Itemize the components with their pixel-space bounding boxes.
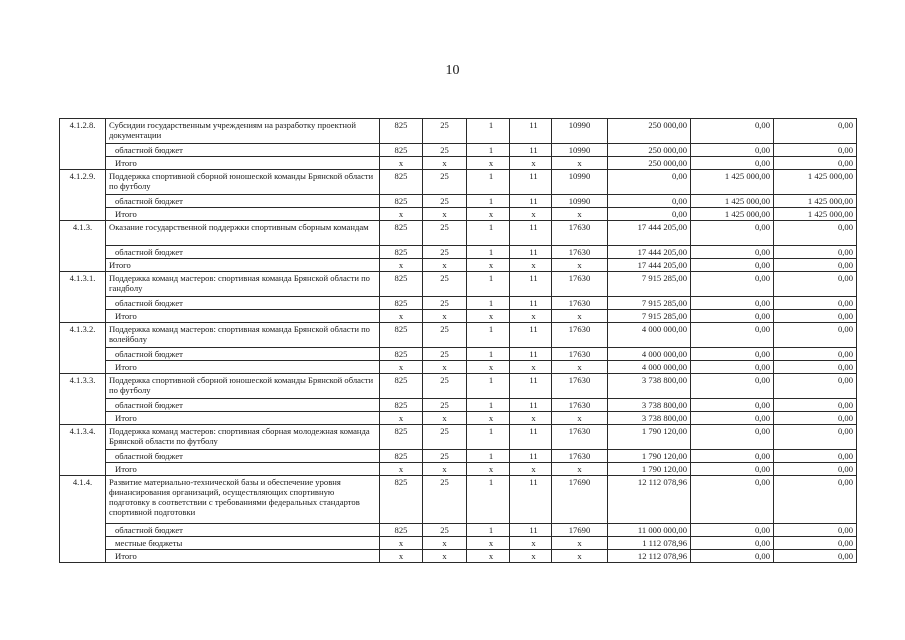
row-target-code: 17630 (552, 374, 608, 399)
row-subsection-code: х (467, 537, 510, 550)
row-section-code: 25 (423, 170, 467, 195)
row-name: Развитие материально-технической базы и обеспечение уровня финансирования организаций, осуществляющих спортивную подготовку в соответствии с требованиями федеральных стандартов спортивной подготовки (106, 476, 380, 524)
row-value-year3: 1 425 000,00 (774, 170, 857, 195)
row-value-year3: 0,00 (774, 221, 857, 246)
row-code: 4.1.3.2. (60, 323, 106, 374)
row-item-code: 11 (510, 425, 552, 450)
row-admin-code: 825 (380, 425, 423, 450)
row-section-code: х (423, 259, 467, 272)
row-subsection-code: х (467, 157, 510, 170)
row-code: 4.1.3.3. (60, 374, 106, 425)
row-subsection-code: х (467, 463, 510, 476)
row-value-year1: 1 790 120,00 (608, 450, 691, 463)
row-value-year1: 1 112 078,96 (608, 537, 691, 550)
row-value-year3: 0,00 (774, 272, 857, 297)
row-value-year3: 0,00 (774, 550, 857, 563)
row-value-year2: 0,00 (691, 399, 774, 412)
row-value-year3: 0,00 (774, 297, 857, 310)
row-section-code: 25 (423, 144, 467, 157)
row-value-year1: 11 000 000,00 (608, 524, 691, 537)
row-subsection-code: х (467, 310, 510, 323)
row-value-year3: 0,00 (774, 323, 857, 348)
row-value-year1: 12 112 078,96 (608, 476, 691, 524)
row-value-year2: 0,00 (691, 476, 774, 524)
row-subsection-code: 1 (467, 425, 510, 450)
row-value-year3: 0,00 (774, 157, 857, 170)
row-item-code: 11 (510, 195, 552, 208)
row-subsection-code: 1 (467, 272, 510, 297)
table-row (60, 374, 857, 399)
row-value-year1: 1 790 120,00 (608, 425, 691, 450)
row-value-year1: 0,00 (608, 170, 691, 195)
row-target-code: 10990 (552, 144, 608, 157)
row-target-code: 17690 (552, 524, 608, 537)
row-item-code: 11 (510, 323, 552, 348)
row-subsection-code: 1 (467, 170, 510, 195)
row-section-code: 25 (423, 195, 467, 208)
row-code: 4.1.3.1. (60, 272, 106, 323)
row-value-year1: 250 000,00 (608, 157, 691, 170)
row-value-year3: 0,00 (774, 374, 857, 399)
row-target-code: х (552, 550, 608, 563)
row-target-code: 17690 (552, 476, 608, 524)
row-target-code: 17630 (552, 246, 608, 259)
page-number: 10 (445, 63, 460, 78)
row-section-code: 25 (423, 272, 467, 297)
row-value-year2: 0,00 (691, 463, 774, 476)
table-row (60, 310, 857, 323)
row-value-year3: 1 425 000,00 (774, 195, 857, 208)
row-value-year2: 0,00 (691, 450, 774, 463)
table-row (60, 170, 857, 195)
row-name: областной бюджет (106, 246, 380, 259)
row-value-year1: 4 000 000,00 (608, 361, 691, 374)
table-row (60, 476, 857, 524)
row-value-year1: 4 000 000,00 (608, 348, 691, 361)
table-row (60, 221, 857, 246)
table-row (60, 246, 857, 259)
row-target-code: 17630 (552, 425, 608, 450)
row-name: областной бюджет (106, 524, 380, 537)
row-value-year3: 0,00 (774, 348, 857, 361)
row-value-year3: 0,00 (774, 310, 857, 323)
row-subsection-code: 1 (467, 297, 510, 310)
row-value-year3: 0,00 (774, 361, 857, 374)
row-name: областной бюджет (106, 195, 380, 208)
row-subsection-code: 1 (467, 144, 510, 157)
row-section-code: 25 (423, 119, 467, 144)
row-value-year2: 1 425 000,00 (691, 208, 774, 221)
row-value-year1: 1 790 120,00 (608, 463, 691, 476)
row-value-year3: 0,00 (774, 412, 857, 425)
row-value-year3: 0,00 (774, 246, 857, 259)
row-item-code: х (510, 412, 552, 425)
row-item-code: х (510, 157, 552, 170)
row-name: областной бюджет (106, 144, 380, 157)
row-item-code: х (510, 361, 552, 374)
row-section-code: х (423, 412, 467, 425)
row-section-code: 25 (423, 323, 467, 348)
row-name: Итого (106, 412, 380, 425)
row-section-code: 25 (423, 399, 467, 412)
row-item-code: х (510, 537, 552, 550)
row-section-code: х (423, 463, 467, 476)
row-section-code: 25 (423, 476, 467, 524)
row-code: 4.1.2.8. (60, 119, 106, 170)
row-subsection-code: х (467, 412, 510, 425)
row-target-code: х (552, 208, 608, 221)
row-value-year2: 0,00 (691, 310, 774, 323)
row-item-code: х (510, 463, 552, 476)
table-row (60, 550, 857, 563)
row-name: областной бюджет (106, 348, 380, 361)
table-row (60, 195, 857, 208)
row-value-year3: 0,00 (774, 476, 857, 524)
row-value-year3: 0,00 (774, 450, 857, 463)
row-item-code: 11 (510, 476, 552, 524)
row-code: 4.1.2.9. (60, 170, 106, 221)
row-target-code: 17630 (552, 450, 608, 463)
table-row (60, 259, 857, 272)
row-admin-code: 825 (380, 144, 423, 157)
row-admin-code: х (380, 463, 423, 476)
row-admin-code: х (380, 361, 423, 374)
row-section-code: 25 (423, 246, 467, 259)
row-code: 4.1.4. (60, 476, 106, 563)
row-admin-code: 825 (380, 323, 423, 348)
row-name: Субсидии государственным учреждениям на разработку проектной документации (106, 119, 380, 144)
row-name: Оказание государственной поддержки спортивным сборным командам (106, 221, 380, 246)
row-admin-code: 825 (380, 348, 423, 361)
row-value-year2: 0,00 (691, 323, 774, 348)
table-row (60, 425, 857, 450)
row-item-code: 11 (510, 374, 552, 399)
row-value-year1: 3 738 800,00 (608, 412, 691, 425)
row-subsection-code: х (467, 550, 510, 563)
row-admin-code: 825 (380, 524, 423, 537)
row-admin-code: 825 (380, 246, 423, 259)
row-value-year1: 3 738 800,00 (608, 374, 691, 399)
row-name: Итого (106, 208, 380, 221)
row-subsection-code: х (467, 259, 510, 272)
row-value-year1: 17 444 205,00 (608, 259, 691, 272)
table-row (60, 537, 857, 550)
row-value-year3: 0,00 (774, 119, 857, 144)
row-item-code: 11 (510, 348, 552, 361)
row-name: областной бюджет (106, 399, 380, 412)
row-admin-code: 825 (380, 476, 423, 524)
row-section-code: 25 (423, 297, 467, 310)
row-value-year3: 0,00 (774, 144, 857, 157)
row-target-code: х (552, 463, 608, 476)
row-subsection-code: 1 (467, 119, 510, 144)
row-admin-code: х (380, 412, 423, 425)
row-subsection-code: 1 (467, 524, 510, 537)
row-name: Итого (106, 157, 380, 170)
row-value-year2: 0,00 (691, 272, 774, 297)
row-name: местные бюджеты (106, 537, 380, 550)
table-row (60, 399, 857, 412)
row-item-code: 11 (510, 272, 552, 297)
row-item-code: 11 (510, 221, 552, 246)
row-value-year2: 0,00 (691, 297, 774, 310)
row-subsection-code: 1 (467, 246, 510, 259)
row-value-year1: 7 915 285,00 (608, 297, 691, 310)
row-name: областной бюджет (106, 450, 380, 463)
row-subsection-code: 1 (467, 450, 510, 463)
row-value-year2: 0,00 (691, 221, 774, 246)
row-value-year1: 17 444 205,00 (608, 221, 691, 246)
table-row (60, 119, 857, 144)
table-row (60, 144, 857, 157)
row-admin-code: х (380, 157, 423, 170)
row-value-year1: 7 915 285,00 (608, 272, 691, 297)
row-value-year3: 0,00 (774, 425, 857, 450)
row-target-code: 17630 (552, 297, 608, 310)
row-subsection-code: 1 (467, 399, 510, 412)
row-item-code: х (510, 208, 552, 221)
row-value-year2: 0,00 (691, 524, 774, 537)
row-admin-code: 825 (380, 195, 423, 208)
table-row (60, 348, 857, 361)
row-value-year2: 0,00 (691, 119, 774, 144)
table-row (60, 361, 857, 374)
row-item-code: 11 (510, 144, 552, 157)
row-item-code: 11 (510, 170, 552, 195)
row-name: Поддержка спортивной сборной юношеской команды Брянской области по футболу (106, 170, 380, 195)
row-value-year3: 0,00 (774, 524, 857, 537)
table-body (60, 119, 857, 563)
row-section-code: х (423, 550, 467, 563)
row-section-code: х (423, 361, 467, 374)
row-item-code: 11 (510, 524, 552, 537)
row-value-year2: 1 425 000,00 (691, 195, 774, 208)
row-item-code: х (510, 310, 552, 323)
row-subsection-code: х (467, 208, 510, 221)
row-item-code: 11 (510, 399, 552, 412)
row-target-code: 10990 (552, 195, 608, 208)
row-value-year1: 3 738 800,00 (608, 399, 691, 412)
row-value-year2: 1 425 000,00 (691, 170, 774, 195)
row-value-year2: 0,00 (691, 144, 774, 157)
row-section-code: х (423, 157, 467, 170)
row-admin-code: 825 (380, 399, 423, 412)
row-admin-code: 825 (380, 221, 423, 246)
row-name: Итого (106, 550, 380, 563)
row-item-code: 11 (510, 450, 552, 463)
row-admin-code: х (380, 208, 423, 221)
row-value-year3: 0,00 (774, 399, 857, 412)
row-admin-code: 825 (380, 170, 423, 195)
table-row (60, 450, 857, 463)
row-section-code: 25 (423, 374, 467, 399)
row-value-year3: 0,00 (774, 259, 857, 272)
row-value-year1: 7 915 285,00 (608, 310, 691, 323)
row-admin-code: х (380, 537, 423, 550)
row-admin-code: х (380, 550, 423, 563)
row-subsection-code: 1 (467, 323, 510, 348)
table-row (60, 208, 857, 221)
table-row (60, 412, 857, 425)
row-value-year3: 0,00 (774, 537, 857, 550)
row-target-code: х (552, 412, 608, 425)
table-row (60, 272, 857, 297)
row-value-year1: 4 000 000,00 (608, 323, 691, 348)
row-value-year1: 250 000,00 (608, 144, 691, 157)
row-item-code: х (510, 259, 552, 272)
row-name: Поддержка команд мастеров: спортивная команда Брянской области по гандболу (106, 272, 380, 297)
row-name: Поддержка спортивной сборной юношеской команды Брянской области по футболу (106, 374, 380, 399)
row-section-code: 25 (423, 348, 467, 361)
table-row (60, 524, 857, 537)
row-target-code: 10990 (552, 119, 608, 144)
row-name: Поддержка команд мастеров: спортивная сборная молодежная команда Брянской области по футболу (106, 425, 380, 450)
row-name: Итого (106, 463, 380, 476)
table-row (60, 297, 857, 310)
row-target-code: х (552, 537, 608, 550)
row-target-code: 17630 (552, 221, 608, 246)
row-value-year3: 0,00 (774, 463, 857, 476)
row-subsection-code: 1 (467, 476, 510, 524)
row-value-year2: 0,00 (691, 550, 774, 563)
row-name: Итого (106, 361, 380, 374)
row-value-year1: 12 112 078,96 (608, 550, 691, 563)
row-target-code: х (552, 157, 608, 170)
row-value-year2: 0,00 (691, 157, 774, 170)
row-value-year2: 0,00 (691, 537, 774, 550)
row-subsection-code: 1 (467, 195, 510, 208)
row-section-code: х (423, 310, 467, 323)
row-value-year2: 0,00 (691, 412, 774, 425)
row-admin-code: х (380, 310, 423, 323)
row-value-year2: 0,00 (691, 425, 774, 450)
row-admin-code: 825 (380, 119, 423, 144)
row-section-code: х (423, 537, 467, 550)
budget-table (59, 118, 857, 563)
row-target-code: х (552, 361, 608, 374)
row-subsection-code: 1 (467, 348, 510, 361)
row-name: Итого (106, 259, 380, 272)
row-value-year2: 0,00 (691, 259, 774, 272)
row-value-year1: 0,00 (608, 195, 691, 208)
row-name: областной бюджет (106, 297, 380, 310)
row-value-year1: 17 444 205,00 (608, 246, 691, 259)
row-name: Итого (106, 310, 380, 323)
table-row (60, 157, 857, 170)
row-target-code: 17630 (552, 323, 608, 348)
row-value-year3: 1 425 000,00 (774, 208, 857, 221)
row-target-code: х (552, 310, 608, 323)
row-code: 4.1.3.4. (60, 425, 106, 476)
row-name: Поддержка команд мастеров: спортивная команда Брянской области по волейболу (106, 323, 380, 348)
row-section-code: 25 (423, 524, 467, 537)
row-target-code: 17630 (552, 399, 608, 412)
row-item-code: х (510, 550, 552, 563)
row-section-code: 25 (423, 425, 467, 450)
row-admin-code: 825 (380, 374, 423, 399)
row-admin-code: 825 (380, 297, 423, 310)
table-row (60, 323, 857, 348)
row-section-code: 25 (423, 221, 467, 246)
row-item-code: 11 (510, 119, 552, 144)
row-target-code: 17630 (552, 348, 608, 361)
row-value-year1: 0,00 (608, 208, 691, 221)
row-value-year1: 250 000,00 (608, 119, 691, 144)
row-code: 4.1.3. (60, 221, 106, 272)
row-value-year2: 0,00 (691, 246, 774, 259)
row-item-code: 11 (510, 246, 552, 259)
row-subsection-code: х (467, 361, 510, 374)
row-admin-code: х (380, 259, 423, 272)
row-value-year2: 0,00 (691, 348, 774, 361)
row-target-code: 17630 (552, 272, 608, 297)
row-subsection-code: 1 (467, 374, 510, 399)
table-row (60, 463, 857, 476)
row-admin-code: 825 (380, 272, 423, 297)
row-section-code: 25 (423, 450, 467, 463)
row-target-code: 10990 (552, 170, 608, 195)
row-value-year2: 0,00 (691, 361, 774, 374)
row-admin-code: 825 (380, 450, 423, 463)
row-value-year2: 0,00 (691, 374, 774, 399)
row-subsection-code: 1 (467, 221, 510, 246)
row-target-code: х (552, 259, 608, 272)
row-section-code: х (423, 208, 467, 221)
row-item-code: 11 (510, 297, 552, 310)
